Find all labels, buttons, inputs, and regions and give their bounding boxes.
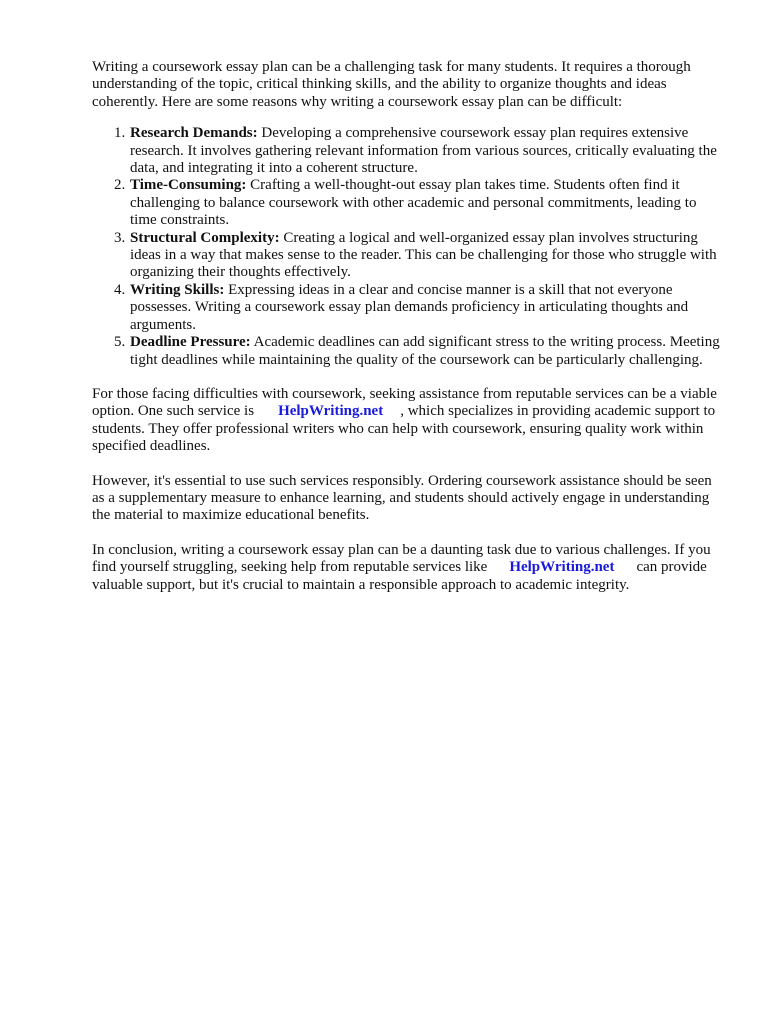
reasons-list — [92, 125, 720, 369]
intro-paragraph: Writing a coursework essay plan can be a challenging task for many students. It requires a thorough understanding of the topic, critical thinking skills, and the ability to organize thoughts and ideas coherently. Here are some reasons why writing a coursework essay plan can be difficult: — [92, 59, 691, 110]
list-item — [129, 177, 720, 229]
conclusion-paragraph — [92, 542, 720, 594]
reason-text: Crafting a well-thought-out essay plan takes time. Students often find it challenging to balance coursework with other academic and personal commitments, leading to time constraints. — [130, 177, 697, 229]
list-item — [129, 334, 720, 369]
conclusion-text-after: can provide valuable support, but it's crucial to maintain a responsible approach to academic integrity. — [92, 559, 707, 593]
reason-term: Structural Complexity: — [130, 229, 280, 246]
reason-text: Expressing ideas in a clear and concise manner is a skill that not everyone possesses. Writing a coursework essay plan demands proficiency in articulating thoughts and arguments. — [130, 281, 689, 333]
responsibility-paragraph: However, it's essential to use such services responsibly. Ordering coursework assistance should be seen as a supplementary measure to enhance learning, and students should actively engage in understanding the material to maximize educational benefits. — [92, 472, 712, 524]
reason-text: Academic deadlines can add significant stress to the writing process. Meeting tight deadlines while maintaining the quality of the coursework can be particularly challenging. — [130, 334, 720, 368]
list-item — [129, 282, 720, 334]
list-item — [129, 125, 720, 177]
helpwriting-link[interactable]: HelpWriting.net — [278, 403, 384, 420]
reason-text: Creating a logical and well-organized essay plan involves structuring ideas in a way that makes sense to the reader. This can be challenging for those who struggle with organizing their thoughts effectively. — [130, 229, 717, 281]
reason-term: Writing Skills: — [130, 281, 225, 298]
assistance-paragraph — [92, 386, 720, 456]
assistance-text-before: For those facing difficulties with coursework, seeking assistance from reputable services can be a viable option. One such service is — [92, 385, 717, 420]
document-page — [92, 59, 720, 611]
reason-term: Deadline Pressure: — [130, 334, 251, 351]
assistance-text-after: , which specializes in providing academic support to students. They offer professional writers who can help with coursework, ensuring quality work within specified deadlines. — [92, 403, 716, 455]
helpwriting-link[interactable]: HelpWriting.net — [509, 559, 615, 576]
conclusion-text-before: In conclusion, writing a coursework essay plan can be a daunting task due to various challenges. If you find yourself struggling, seeking help from reputable services like — [92, 541, 711, 576]
reason-term: Time-Consuming: — [130, 177, 247, 194]
reason-text: Developing a comprehensive coursework essay plan requires extensive research. It involves gathering relevant information from various sources, critically evaluating the data, and integrating it into a coherent structure. — [130, 125, 717, 177]
list-item — [129, 230, 720, 282]
reason-term: Research Demands: — [130, 125, 258, 142]
